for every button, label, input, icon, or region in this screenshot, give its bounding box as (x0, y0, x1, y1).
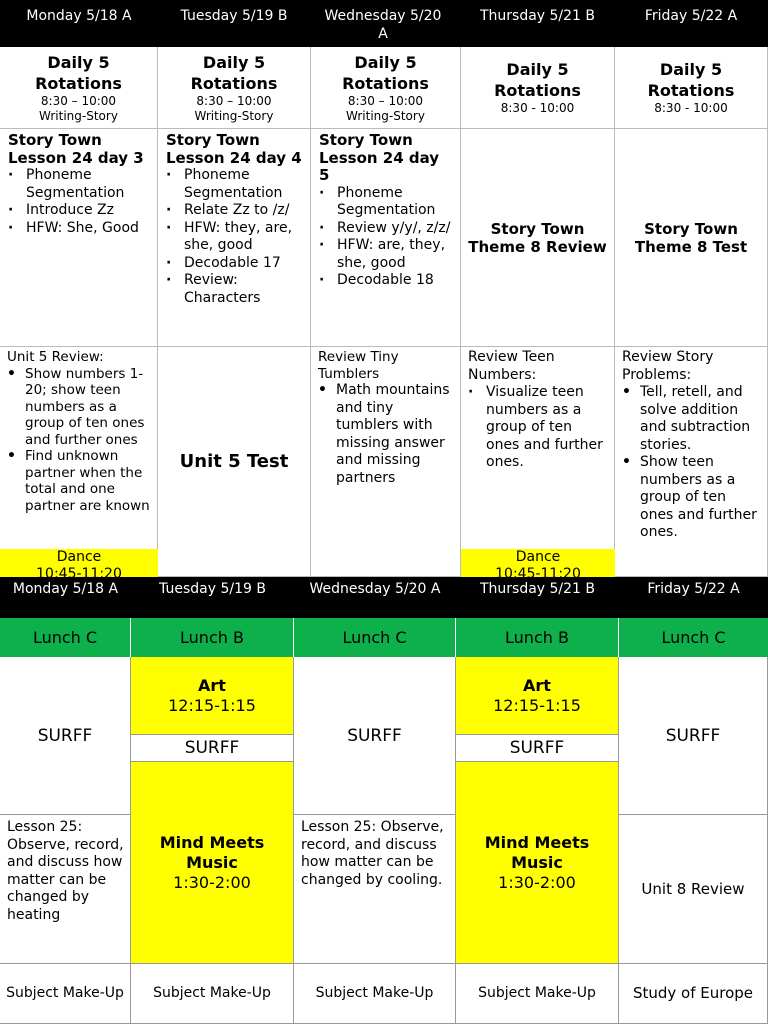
story-title: Story Town Lesson 24 day 3 (8, 131, 144, 167)
story-cell-tuesday (158, 129, 311, 347)
list-item: · HFW: She, Good (8, 220, 151, 238)
rotation-title: Daily 5 Rotations (35, 52, 122, 93)
dance-label: Dance (56, 549, 102, 565)
art-cell-thursday (456, 657, 619, 735)
makeup-cell-friday (619, 964, 768, 1024)
top-header-thursday: Thursday 5/21 B (479, 8, 596, 24)
dance-time: 10:45-11:20 (36, 566, 122, 577)
math-cell-wednesday (311, 347, 461, 577)
science-text: Lesson 25: Observe, record, and discuss how matter can be changed by heating (7, 819, 124, 923)
story-title: Story Town Lesson 24 day 5 (319, 131, 440, 184)
story-cell-thursday (461, 129, 615, 347)
story-list (8, 167, 151, 237)
makeup-label: Study of Europe (632, 984, 754, 1002)
lunch-cell-friday (619, 618, 768, 657)
math-cell-monday (0, 347, 158, 577)
rotation-time: 8:30 – 10:00 (196, 93, 272, 108)
makeup-label: Subject Make-Up (478, 985, 596, 1001)
rotation-cell-friday (615, 47, 768, 129)
science-cell-monday (0, 815, 131, 964)
art-time: 12:15-1:15 (493, 695, 581, 715)
review-cell-friday (619, 815, 768, 964)
list-item: · Review: Characters (166, 272, 304, 307)
lunch-cell-wednesday (294, 618, 456, 657)
dance-time: 10:45-11:20 (495, 566, 581, 577)
art-label: Art (198, 675, 226, 695)
list-item: • Show numbers 1-20; show teen numbers as a group of ten ones and further ones (7, 366, 151, 449)
music-label: Mind Meets Music (159, 832, 265, 872)
rotation-time: 8:30 - 10:00 (654, 101, 728, 115)
makeup-label: Subject Make-Up (315, 985, 434, 1001)
dance-block-monday (0, 549, 158, 577)
dance-block-thursday (461, 549, 615, 577)
music-cell-thursday (456, 762, 619, 964)
math-title: Review Story Problems: (622, 349, 714, 383)
surff-cell-tuesday (131, 735, 294, 762)
math-list (7, 366, 151, 515)
art-cell-tuesday (131, 657, 294, 735)
unit-test-label: Unit 5 Test (179, 451, 289, 472)
lunch-label: Lunch B (180, 628, 244, 647)
list-item: · Visualize teen numbers as a group of ten ones and further ones. (468, 384, 608, 472)
story-review-label: Story Town Theme 8 Review (468, 219, 607, 256)
science-cell-wednesday (294, 815, 456, 964)
lunch-cell-monday (0, 618, 131, 657)
music-label: Mind Meets Music (484, 832, 590, 872)
art-time: 12:15-1:15 (168, 695, 256, 715)
list-item: · Decodable 18 (319, 272, 454, 290)
makeup-label: Subject Make-Up (6, 985, 124, 1001)
surff-label: SURFF (37, 725, 93, 746)
surff-label: SURFF (509, 738, 565, 758)
dance-label: Dance (515, 549, 561, 565)
list-item: • Find unknown partner when the total and one partner are known (7, 448, 151, 514)
top-header-monday: Monday 5/18 A (26, 8, 132, 24)
story-test-label: Story Town Theme 8 Test (634, 219, 748, 256)
music-time: 1:30-2:00 (498, 872, 576, 892)
lunch-label: Lunch C (661, 628, 726, 647)
math-cell-tuesday (158, 347, 311, 577)
bottom-header-friday: Friday 5/22 A (647, 581, 740, 597)
makeup-cell-wednesday (294, 964, 456, 1024)
math-cell-friday (615, 347, 768, 577)
list-item: • Math mountains and tiny tumblers with missing answer and missing partners (318, 382, 454, 487)
bottom-header-monday: Monday 5/18 A (12, 581, 119, 597)
rotation-cell-monday (0, 47, 158, 129)
rotation-subject: Writing-Story (39, 108, 118, 123)
rotation-title: Daily 5 Rotations (342, 52, 429, 93)
math-title: Review Tiny Tumblers (318, 349, 399, 382)
list-item: • Show teen numbers as a group of ten ones and further ones. (622, 454, 761, 542)
list-item: · Introduce Zz (8, 202, 151, 220)
makeup-cell-monday (0, 964, 131, 1024)
story-cell-monday (0, 129, 158, 347)
math-list (622, 384, 761, 542)
rotation-title: Daily 5 Rotations (494, 60, 581, 100)
bottom-header-row (0, 577, 768, 618)
lunch-cell-thursday (456, 618, 619, 657)
lunch-label: Lunch C (32, 628, 98, 647)
rotation-cell-tuesday (158, 47, 311, 129)
list-item: · Decodable 17 (166, 255, 304, 273)
list-item: · HFW: are, they, she, good (319, 237, 454, 272)
top-header-row (0, 0, 768, 47)
top-header-friday: Friday 5/22 A (644, 8, 738, 24)
top-header-wednesday: Wednesday 5/20 A (324, 8, 442, 42)
bottom-header-wednesday: Wednesday 5/20 A (309, 581, 441, 597)
rotation-cell-wednesday (311, 47, 461, 129)
music-cell-tuesday (131, 762, 294, 964)
list-item: · Review y/y/, z/z/ (319, 220, 454, 238)
makeup-label: Subject Make-Up (153, 985, 271, 1001)
surff-cell-wednesday (294, 657, 456, 815)
math-title: Unit 5 Review: (7, 349, 104, 365)
surff-cell-friday (619, 657, 768, 815)
unit-review-label: Unit 8 Review (641, 879, 745, 898)
rotation-time: 8:30 – 10:00 (347, 93, 424, 108)
surff-label: SURFF (665, 725, 721, 746)
list-item: · Phoneme Segmentation (319, 185, 454, 220)
list-item: · Relate Zz to /z/ (166, 202, 304, 220)
math-cell-thursday (461, 347, 615, 577)
bottom-header-thursday: Thursday 5/21 B (479, 581, 596, 597)
math-list (468, 384, 608, 472)
surff-label: SURFF (184, 738, 240, 758)
lunch-cell-tuesday (131, 618, 294, 657)
rotation-title: Daily 5 Rotations (190, 52, 278, 93)
list-item: • Tell, retell, and solve addition and subtraction stories. (622, 384, 761, 454)
list-item: · Phoneme Segmentation (166, 167, 304, 202)
surff-cell-monday (0, 657, 131, 815)
surff-label: SURFF (347, 725, 402, 746)
story-list (319, 185, 454, 290)
rotation-cell-thursday (461, 47, 615, 129)
story-cell-wednesday (311, 129, 461, 347)
story-title: Story Town Lesson 24 day 4 (166, 131, 302, 167)
story-list (166, 167, 304, 307)
surff-cell-thursday (456, 735, 619, 762)
story-cell-friday (615, 129, 768, 347)
top-header-tuesday: Tuesday 5/19 B (180, 8, 288, 24)
makeup-cell-tuesday (131, 964, 294, 1024)
rotation-time: 8:30 - 10:00 (500, 101, 575, 115)
rotation-title: Daily 5 Rotations (647, 60, 735, 100)
art-label: Art (523, 675, 551, 695)
list-item: · Phoneme Segmentation (8, 167, 151, 202)
math-list (318, 382, 454, 487)
rotation-subject: Writing-Story (194, 108, 274, 123)
rotation-subject: Writing-Story (346, 108, 425, 123)
makeup-cell-thursday (456, 964, 619, 1024)
list-item: · HFW: they, are, she, good (166, 220, 304, 255)
math-title: Review Teen Numbers: (468, 349, 555, 383)
rotation-time: 8:30 – 10:00 (40, 93, 117, 108)
science-text: Lesson 25: Observe, record, and discuss how matter can be changed by cooling. (301, 819, 444, 888)
lunch-label: Lunch B (505, 628, 569, 647)
bottom-header-tuesday: Tuesday 5/19 B (159, 581, 266, 597)
lunch-label: Lunch C (342, 628, 407, 647)
music-time: 1:30-2:00 (173, 872, 251, 892)
